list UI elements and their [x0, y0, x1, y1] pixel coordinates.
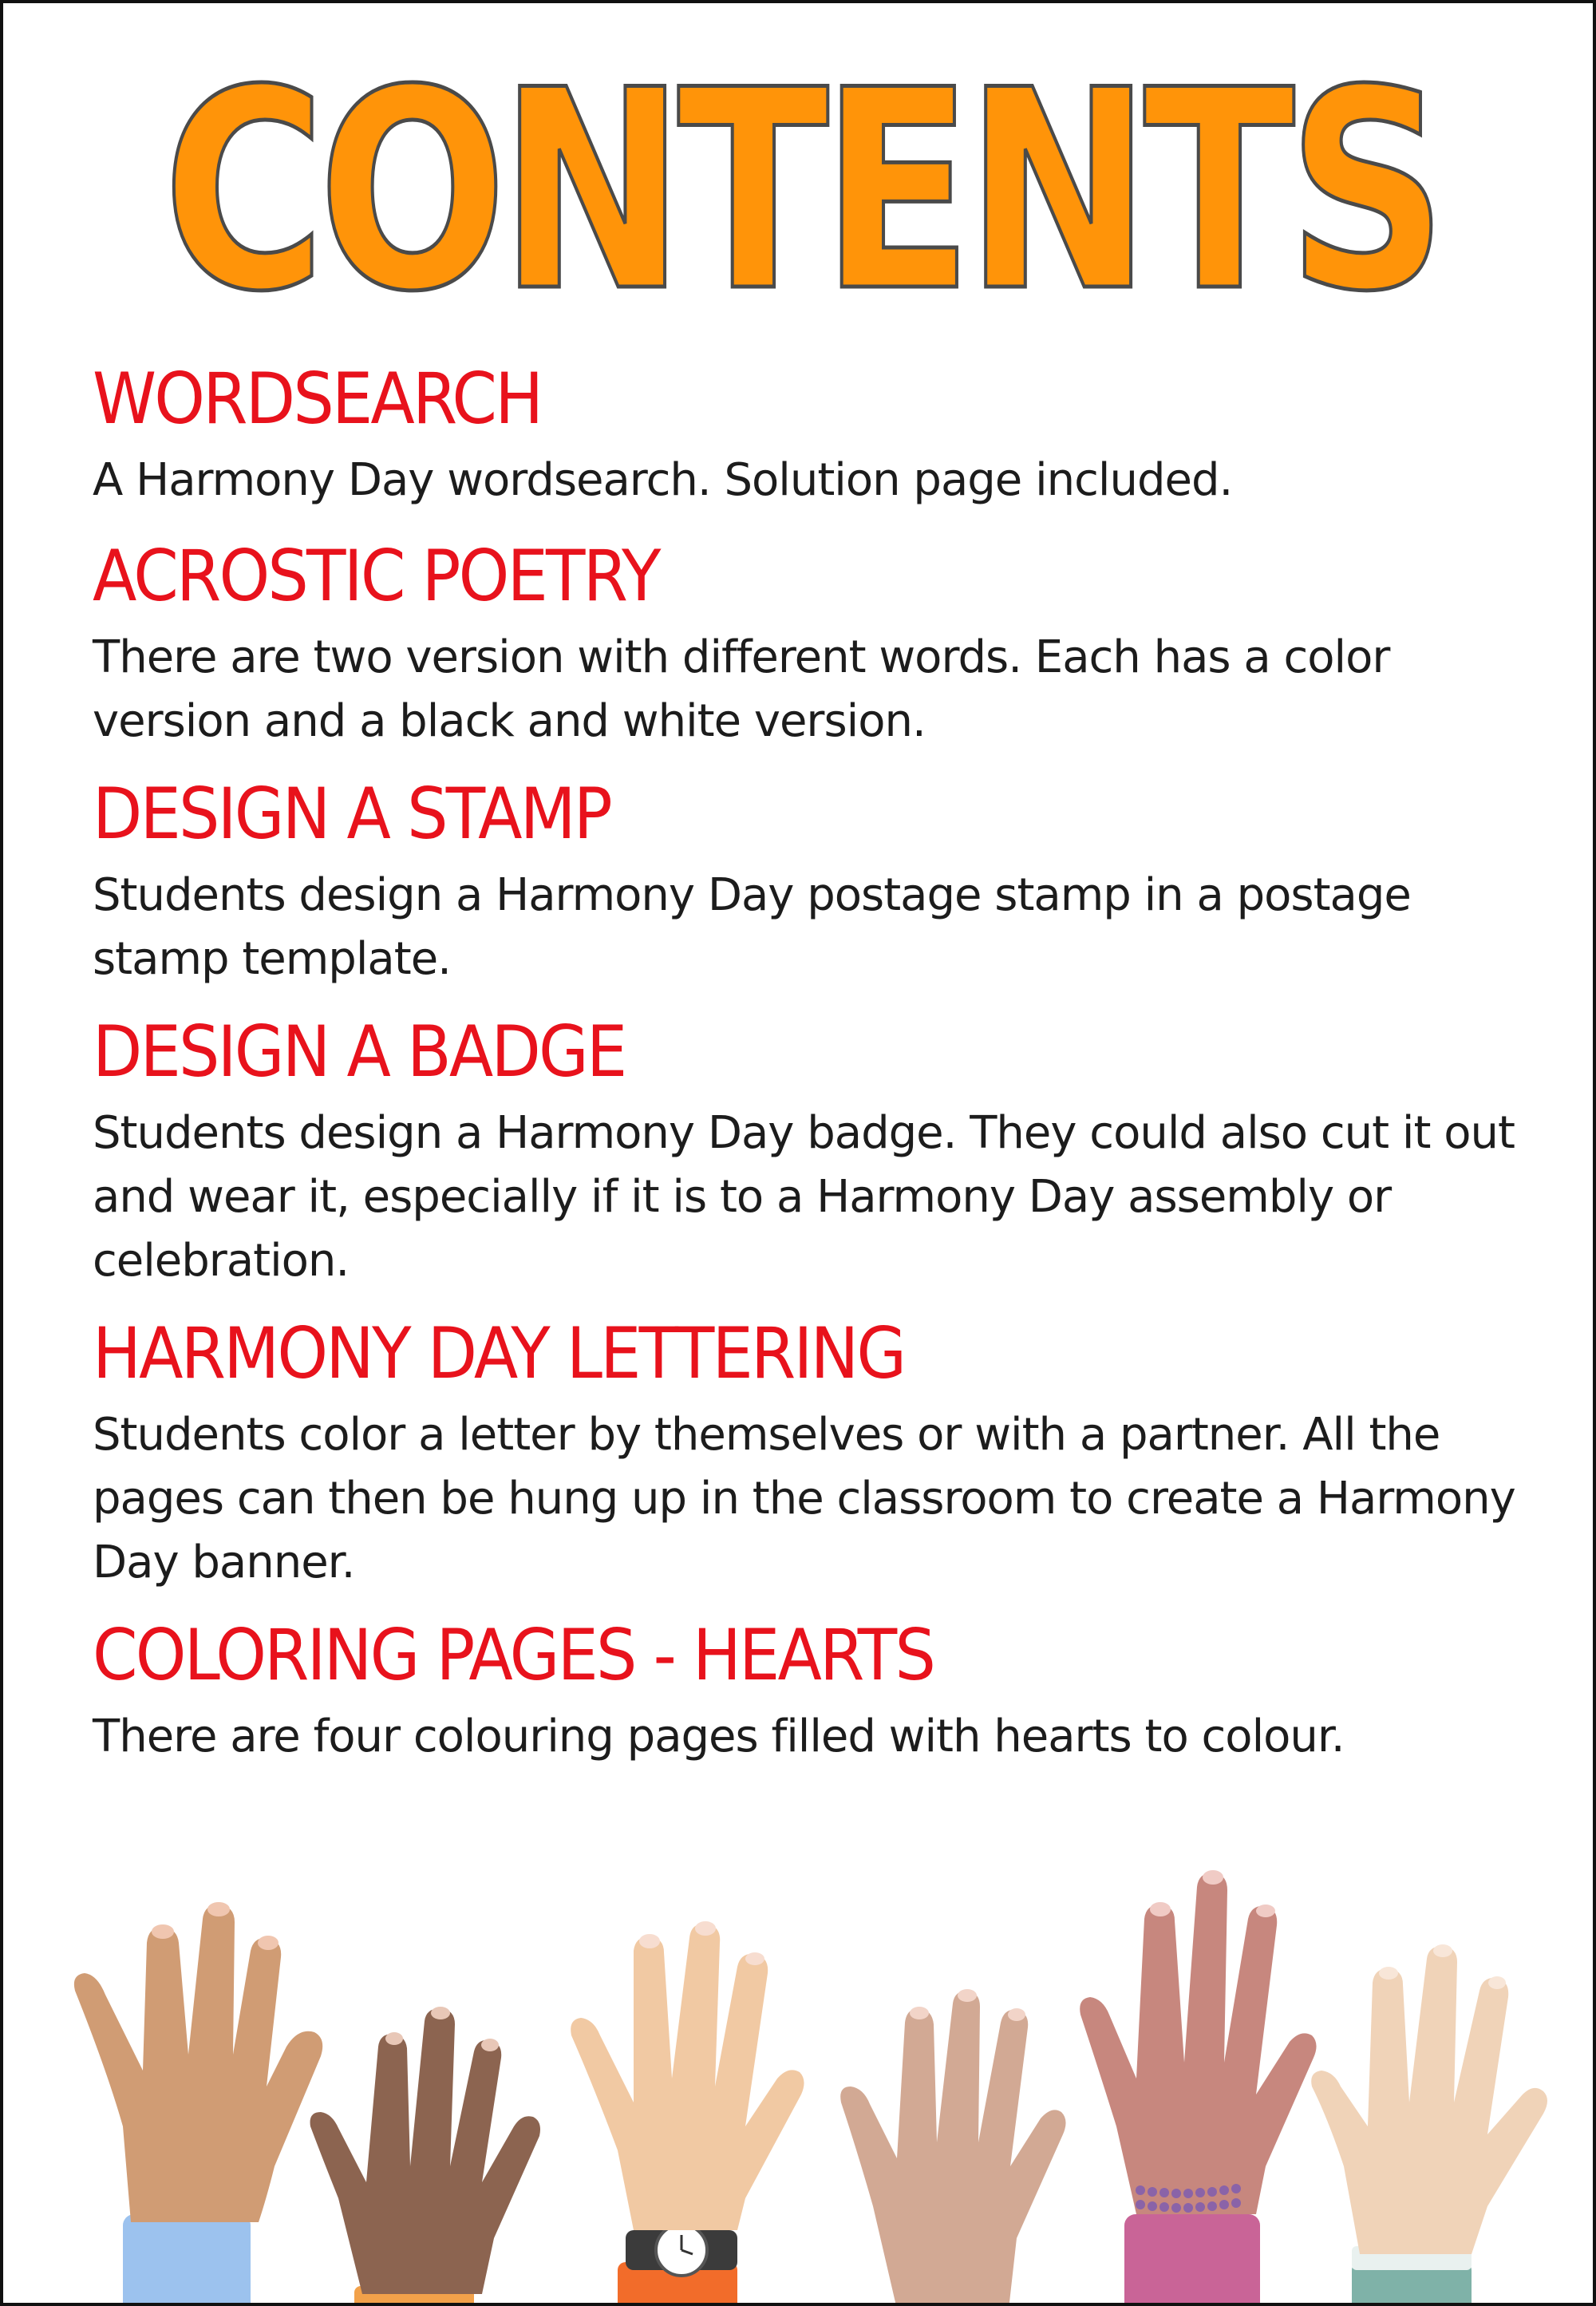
- section-description: Students color a letter by themselves or with a partner. All the pages can then be hung up in the classroom to create a Harmony Day banner.: [93, 1409, 1515, 1588]
- page-title: [3, 35, 1596, 307]
- section-heading: COLORING PAGES - HEARTS: [93, 1614, 934, 1696]
- section-description: Students design a Harmony Day badge. They could also cut it out and wear it, especially if it is to a Harmony Day assembly or celebration.: [93, 1107, 1515, 1287]
- section-heading: DESIGN A BADGE: [93, 1011, 626, 1093]
- section-description: There are two version with different words. Each has a color version and a black and white version.: [93, 631, 1390, 747]
- hand-tan: [840, 1989, 1065, 2306]
- section-description: Students design a Harmony Day postage stamp in a postage stamp template.: [93, 869, 1411, 985]
- raised-hands-illustration: [3, 1863, 1596, 2306]
- hand-rose: [1080, 1870, 1316, 2306]
- section-design-a-badge: [93, 1007, 1529, 1293]
- hand-dark-brown: [310, 2007, 540, 2306]
- section-wordsearch: [93, 354, 1529, 512]
- section-acrostic-poetry: [93, 532, 1529, 754]
- section-heading: DESIGN A STAMP: [93, 773, 610, 855]
- title-text: CONTENTS: [163, 35, 1440, 307]
- section-design-a-stamp: [93, 769, 1529, 991]
- section-heading: WORDSEARCH: [93, 358, 542, 440]
- section-coloring-pages-hearts: [93, 1611, 1529, 1769]
- section-heading: ACROSTIC POETRY: [93, 535, 659, 617]
- hand-light-brown: [74, 1902, 322, 2306]
- section-harmony-day-lettering: [93, 1309, 1529, 1595]
- contents-list: [93, 354, 1529, 1785]
- section-description: There are four colouring pages filled with hearts to colour.: [93, 1711, 1345, 1762]
- hand-pale: [1311, 1944, 1547, 2306]
- section-description: A Harmony Day wordsearch. Solution page included.: [93, 454, 1233, 506]
- section-heading: HARMONY DAY LETTERING: [93, 1312, 905, 1394]
- hand-light: [571, 1921, 804, 2306]
